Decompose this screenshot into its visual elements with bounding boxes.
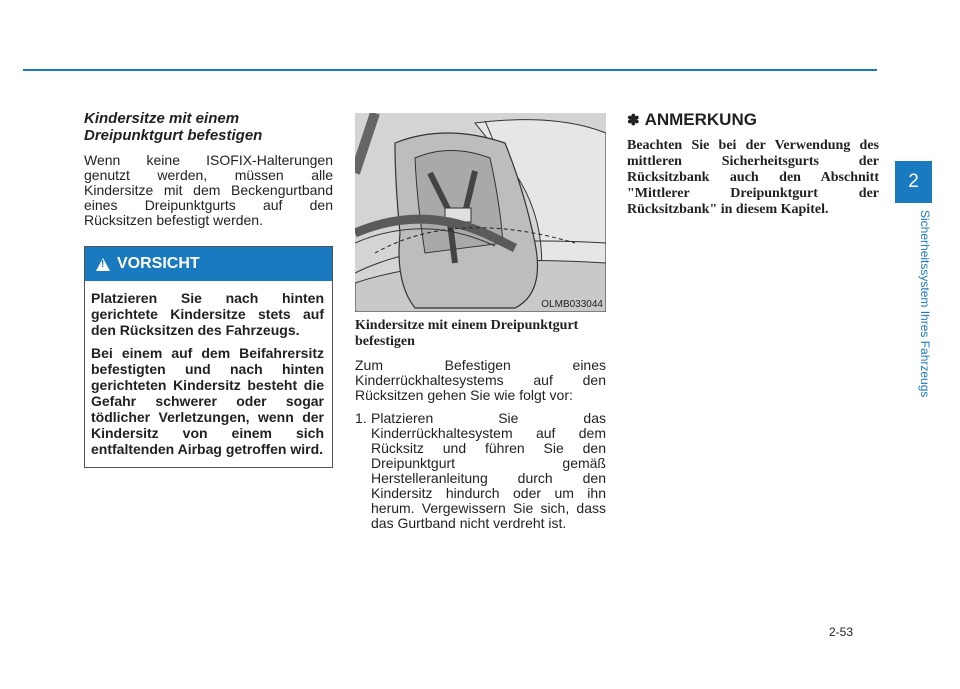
step-item	[355, 411, 606, 531]
child-seat-drawing	[355, 113, 606, 312]
left-column	[84, 110, 333, 468]
caution-paragraph-1: Platzieren Sie nach hinten gerichtete Kindersitze stets auf den Rücksitzen des Fahrzeugs.	[91, 290, 324, 338]
instruction-intro: Zum Befestigen eines Kinderrückhaltesystems auf den Rücksitzen gehen Sie wie folgt vor:	[355, 357, 606, 403]
section-subtitle: Kindersitze mit einem Dreipunktgurt befestigen	[84, 110, 263, 144]
figure-code: OLMB033044	[541, 299, 603, 310]
warning-triangle-icon	[96, 258, 110, 271]
caution-paragraph-2: Bei einem auf dem Beifahrersitz befestigten und nach hinten gerichteten Kindersitz besteht die Gefahr schwerer oder sogar tödlicher Verletzungen, wenn der Kindersitz von einem sich entfaltenden Airbag getroffen wird.	[91, 345, 324, 457]
note-header	[627, 110, 879, 130]
chapter-tab: 2	[895, 161, 932, 203]
note-body: Beachten Sie bei der Verwendung des mittleren Sicherheitsgurts der Rücksitzbank auch den Abschnitt "Mittlerer Dreipunktgurt der Rücksitzbank" in diesem Kapitel.	[627, 138, 879, 217]
right-column	[627, 110, 879, 218]
intro-paragraph: Wenn keine ISOFIX-Halterungen genutzt werden, müssen alle Kindersitze mit dem Beckengurtband eines Dreipunktgurts auf den Rücksitzen befestigt werden.	[84, 152, 333, 228]
caution-label: VORSICHT	[117, 255, 200, 272]
middle-column	[355, 113, 606, 531]
step-number: 1.	[355, 410, 367, 426]
figure-caption: Kindersitze mit einem Dreipunktgurt befestigen	[355, 318, 579, 349]
page-number: 2-53	[829, 625, 854, 639]
caution-header	[85, 247, 332, 281]
top-rule	[23, 69, 877, 71]
child-seat-illustration	[355, 113, 606, 312]
note-asterisk-icon: ✽	[627, 112, 640, 129]
step-text: Platzieren Sie das Kinderrückhaltesystem auf dem Rücksitz und führen Sie den Dreipunktgurt gemäß Herstelleranleitung durch den Kindersitz hindurch oder um ihn herum. Vergewissern Sie sich, dass das Gurtband nicht verdreht ist.	[371, 410, 606, 531]
caution-box	[84, 246, 333, 468]
chapter-title: Sicherheitssystem Ihres Fahrzeugs	[918, 210, 932, 398]
caution-body	[85, 281, 332, 467]
note-title: ANMERKUNG	[644, 110, 757, 129]
